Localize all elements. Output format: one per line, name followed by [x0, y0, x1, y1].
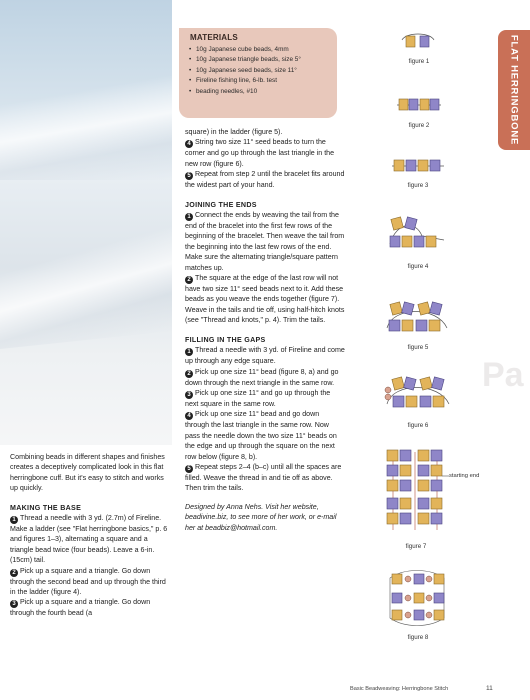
step-paragraph: [185, 210, 345, 273]
step-paragraph: [185, 345, 345, 366]
step-paragraph: [185, 462, 345, 494]
middle-column: [185, 127, 345, 533]
step-continuation: square) in the ladder (figure 5).: [185, 128, 283, 136]
materials-title: MATERIALS: [190, 33, 238, 42]
designer-credit: Designed by Anna Nehs. Visit her website, beadivine.biz, to see more of her work, or e-mail her at beadbiz@hotmail.com.: [185, 502, 337, 532]
section-tab: [498, 30, 530, 150]
intro-paragraph: Combining beads in different shapes and finishes creates a deceptively complicated look in this flat herringbone cuff. But it's easy to stitch and works up quickly.: [10, 453, 165, 493]
figure-8-diagram: [384, 568, 450, 628]
step-paragraph: [10, 597, 170, 618]
figure-5-diagram: [383, 300, 451, 336]
step-number: 2: [185, 276, 193, 284]
step-text: Thread a needle with 3 yd. of Fireline and come up through any edge square.: [185, 346, 345, 366]
step-number: 2: [185, 370, 193, 378]
step-paragraph: [185, 409, 345, 462]
step-text: The square at the edge of the last row will not have two size 11° seed beads next to it. Add these beads as you weave the ends together (figure 7). Weave in the tails and tie off, using half-hitch knots (see "Thread and knots," p. 4). Trim the tails.: [185, 274, 345, 325]
step-text: Repeat from step 2 until the bracelet fits around the widest part of your hand.: [185, 170, 345, 190]
step-number: 1: [10, 516, 18, 524]
step-text: Connect the ends by weaving the tail from the end of the bracelet into the first few rows of the beginning of the bracelet. Then weave the tail from the beginning into the last few rows of the end. Make sure the alternating triangle/square pattern matches up.: [185, 211, 345, 272]
materials-item: • 10g Japanese seed beads, size 11°: [186, 66, 330, 76]
section-heading-base: MAKING THE BASE: [10, 503, 82, 512]
step-paragraph: [185, 169, 345, 190]
step-number: 2: [10, 569, 18, 577]
left-column: [10, 452, 170, 619]
figure-7-diagram: [381, 446, 449, 536]
step-paragraph: [185, 273, 345, 326]
photo-fold-highlight: [0, 211, 172, 349]
step-number: 4: [185, 140, 193, 148]
step-text: Pick up one size 11° bead and go down through the last triangle in the same row. Now pass the needle down the two size 11° beads on the edge and up through the square on the next row below (figure 8, b).: [185, 410, 337, 461]
step-number: 1: [185, 348, 193, 356]
figure-label: figure 7: [405, 543, 427, 550]
figure-label: figure 1: [408, 58, 430, 65]
step-number: 3: [185, 391, 193, 399]
materials-list: [186, 45, 330, 97]
photo-fold-highlight: [0, 60, 172, 180]
figure-label: figure 4: [407, 263, 429, 270]
figure-label: figure 3: [407, 182, 429, 189]
figure-label: figure 2: [408, 122, 430, 129]
figure-6-diagram: [383, 374, 453, 414]
bracelet-photo: [0, 0, 172, 445]
page-number: 11: [486, 685, 493, 692]
step-number: 4: [185, 412, 193, 420]
figure-4-diagram: [386, 214, 448, 254]
step-paragraph: [10, 566, 170, 598]
figure-1-diagram: [400, 30, 436, 52]
step-text: Repeat steps 2–4 (b–c) until all the spaces are filled. Weave the thread in and tie off as above. Then trim the tails.: [185, 462, 342, 493]
figure-label: figure 8: [407, 634, 429, 641]
step-paragraph: [185, 388, 345, 409]
materials-item: • 10g Japanese cube beads, 4mm: [186, 45, 330, 55]
figure-2-diagram: [395, 94, 443, 116]
ghost-background-text: Pa: [482, 356, 524, 394]
materials-item: • beading needles, #10: [186, 87, 330, 97]
section-heading-gaps: FILLING IN THE GAPS: [185, 335, 266, 344]
step-text: String two size 11° seed beads to turn the corner and go up through the last triangle in the new row (figure 6).: [185, 138, 335, 168]
materials-box: [179, 28, 337, 118]
step-number: 3: [10, 600, 18, 608]
step-text: Pick up one size 11° bead (figure 8, a) and go down through the next triangle in the same row.: [185, 367, 339, 387]
figure-label: figure 5: [407, 344, 429, 351]
step-number: 1: [185, 213, 193, 221]
step-text: Thread a needle with 3 yd. (2.7m) of Fireline. Make a ladder (see "Flat herringbone basics," p. 6 and figures 1–3), alternating a square and a triangle bead twice (four beads). Leave a 6-in. (15cm) tail.: [10, 514, 168, 565]
step-text: Pick up a square and a triangle. Go down through the fourth bead (a: [10, 598, 151, 618]
step-paragraph: [10, 513, 170, 566]
materials-item: • 10g Japanese triangle beads, size 5°: [186, 55, 330, 65]
step-number: 5: [185, 465, 193, 473]
footer-running-title: Basic Beadweaving: Herringbone Stitch: [350, 686, 449, 692]
step-paragraph: [185, 137, 345, 169]
step-text: Pick up a square and a triangle. Go down through the second bead and up through the third in the ladder (figure 4).: [10, 566, 166, 597]
section-heading-joining: JOINING THE ENDS: [185, 200, 257, 209]
step-text: Pick up one size 11° and go up through the next square in the same row.: [185, 388, 331, 408]
figure-label: figure 6: [407, 422, 429, 429]
figure-3-diagram: [390, 155, 446, 177]
section-tab-label: FLAT HERRINGBONE: [508, 34, 520, 146]
materials-item: • Fireline fishing line, 6-lb. test: [186, 76, 330, 86]
starting-end-label: starting end: [449, 473, 480, 479]
step-paragraph: [185, 367, 345, 388]
step-number: 5: [185, 172, 193, 180]
